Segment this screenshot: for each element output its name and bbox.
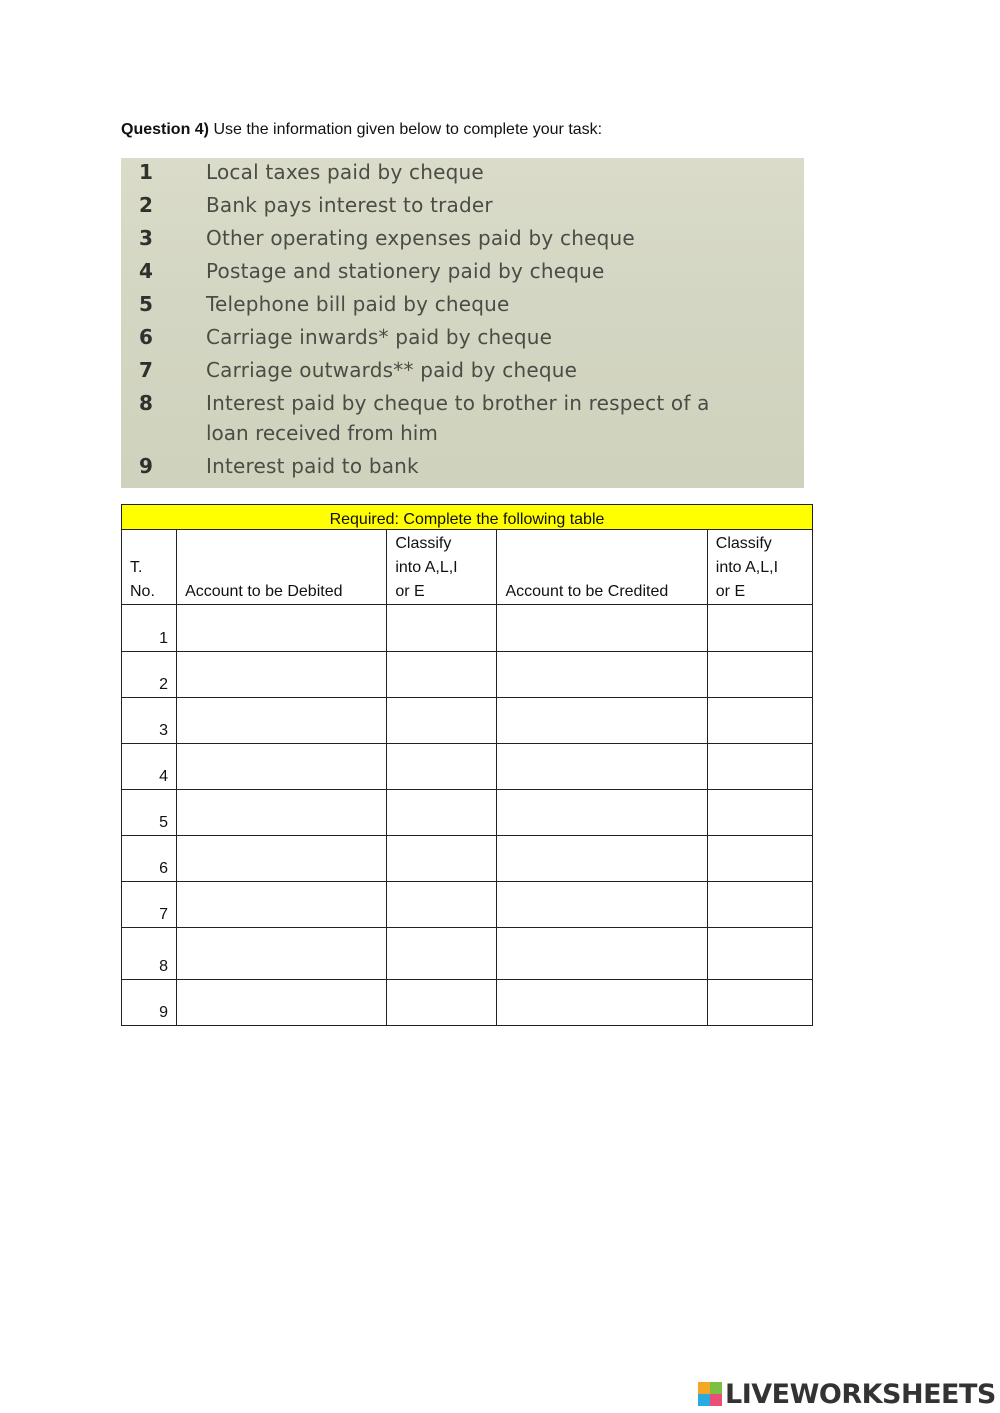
table-row <box>122 698 813 744</box>
credited-class-cell[interactable] <box>707 836 812 882</box>
photo-item-number: 4 <box>139 259 153 283</box>
credited-class-cell[interactable] <box>707 744 812 790</box>
photo-item-number: 7 <box>139 358 153 382</box>
photo-item-number: 3 <box>139 226 153 250</box>
logo-tile <box>698 1394 710 1406</box>
table-row <box>122 605 813 652</box>
logo-tile <box>698 1382 710 1394</box>
header-credited: Account to be Credited <box>497 530 707 605</box>
credited-class-cell[interactable] <box>707 928 812 980</box>
credited-answer-cell[interactable] <box>497 605 707 652</box>
photo-item-text: Telephone bill paid by cheque <box>206 292 510 316</box>
logo-tile <box>710 1394 722 1406</box>
header-tno-line2: No. <box>130 583 155 600</box>
row-number: 4 <box>122 744 177 790</box>
liveworksheets-logo-icon <box>698 1382 722 1406</box>
transactions-photo <box>121 158 804 488</box>
header-classify-credit <box>707 530 812 605</box>
liveworksheets-logo <box>698 1378 996 1410</box>
photo-item-number: 2 <box>139 193 153 217</box>
credited-class-cell[interactable] <box>707 790 812 836</box>
table-title-row <box>122 505 813 530</box>
header-classify-line3: or E <box>715 583 746 600</box>
photo-item-text: Interest paid by cheque to brother in respect of a <box>206 391 710 415</box>
photo-item-text: Postage and stationery paid by cheque <box>206 259 605 283</box>
header-tno <box>122 530 177 605</box>
debited-answer-cell[interactable] <box>177 882 387 928</box>
row-number: 2 <box>122 652 177 698</box>
row-number: 7 <box>122 882 177 928</box>
photo-item-number: 9 <box>139 454 153 478</box>
debited-class-cell[interactable] <box>387 652 497 698</box>
row-number: 9 <box>122 980 177 1026</box>
credited-class-cell[interactable] <box>707 652 812 698</box>
question-prompt <box>121 121 602 139</box>
credited-answer-cell[interactable] <box>497 698 707 744</box>
photo-item-text: Carriage inwards* paid by cheque <box>206 325 553 349</box>
row-number: 8 <box>122 928 177 980</box>
debited-class-cell[interactable] <box>387 744 497 790</box>
header-tno-line1: T. <box>130 559 143 576</box>
logo-tile <box>710 1382 722 1394</box>
table-row <box>122 980 813 1026</box>
credited-answer-cell[interactable] <box>497 836 707 882</box>
photo-item-text: Interest paid to bank <box>206 454 419 478</box>
table-row <box>122 652 813 698</box>
header-classify-line1: Classify <box>715 535 772 552</box>
table-row <box>122 744 813 790</box>
debited-class-cell[interactable] <box>387 928 497 980</box>
row-number: 6 <box>122 836 177 882</box>
photo-item-number: 8 <box>139 391 153 415</box>
header-classify-line3: or E <box>395 583 425 600</box>
required-instruction: Required: Complete the following table <box>122 505 813 530</box>
header-classify-line1: Classify <box>395 535 452 552</box>
debited-answer-cell[interactable] <box>177 652 387 698</box>
credited-class-cell[interactable] <box>707 605 812 652</box>
header-classify-line2: into A,L,I <box>715 559 779 576</box>
debited-answer-cell[interactable] <box>177 605 387 652</box>
credited-answer-cell[interactable] <box>497 744 707 790</box>
credited-class-cell[interactable] <box>707 882 812 928</box>
photo-item-text: Bank pays interest to trader <box>206 193 493 217</box>
debited-class-cell[interactable] <box>387 882 497 928</box>
question-text: Use the information given below to complete your task: <box>209 121 603 138</box>
debited-class-cell[interactable] <box>387 605 497 652</box>
credited-answer-cell[interactable] <box>497 790 707 836</box>
table-row <box>122 928 813 980</box>
photo-item-number: 1 <box>139 160 153 184</box>
debited-answer-cell[interactable] <box>177 980 387 1026</box>
debited-answer-cell[interactable] <box>177 790 387 836</box>
debited-class-cell[interactable] <box>387 698 497 744</box>
credited-answer-cell[interactable] <box>497 980 707 1026</box>
credited-answer-cell[interactable] <box>497 928 707 980</box>
photo-item-text: Local taxes paid by cheque <box>206 160 484 184</box>
header-debited: Account to be Debited <box>177 530 387 605</box>
credited-answer-cell[interactable] <box>497 882 707 928</box>
table-row <box>122 836 813 882</box>
row-number: 3 <box>122 698 177 744</box>
table-row <box>122 882 813 928</box>
debited-answer-cell[interactable] <box>177 836 387 882</box>
credited-class-cell[interactable] <box>707 980 812 1026</box>
debited-class-cell[interactable] <box>387 836 497 882</box>
debited-answer-cell[interactable] <box>177 928 387 980</box>
classification-table <box>121 504 813 1026</box>
photo-item-text: Other operating expenses paid by cheque <box>206 226 635 250</box>
logo-text: LIVEWORKSHEETS <box>725 1378 996 1410</box>
question-label: Question 4) <box>121 121 210 138</box>
debited-answer-cell[interactable] <box>177 698 387 744</box>
header-classify-debit <box>387 530 497 605</box>
table-row <box>122 790 813 836</box>
photo-item-text-continued: loan received from him <box>206 421 438 445</box>
debited-class-cell[interactable] <box>387 790 497 836</box>
debited-answer-cell[interactable] <box>177 744 387 790</box>
photo-item-number: 6 <box>139 325 153 349</box>
row-number: 5 <box>122 790 177 836</box>
photo-item-text: Carriage outwards** paid by cheque <box>206 358 578 382</box>
photo-item-number: 5 <box>139 292 153 316</box>
header-classify-line2: into A,L,I <box>395 559 458 576</box>
credited-class-cell[interactable] <box>707 698 812 744</box>
credited-answer-cell[interactable] <box>497 652 707 698</box>
row-number: 1 <box>122 605 177 652</box>
debited-class-cell[interactable] <box>387 980 497 1026</box>
table-header-row <box>122 530 813 605</box>
